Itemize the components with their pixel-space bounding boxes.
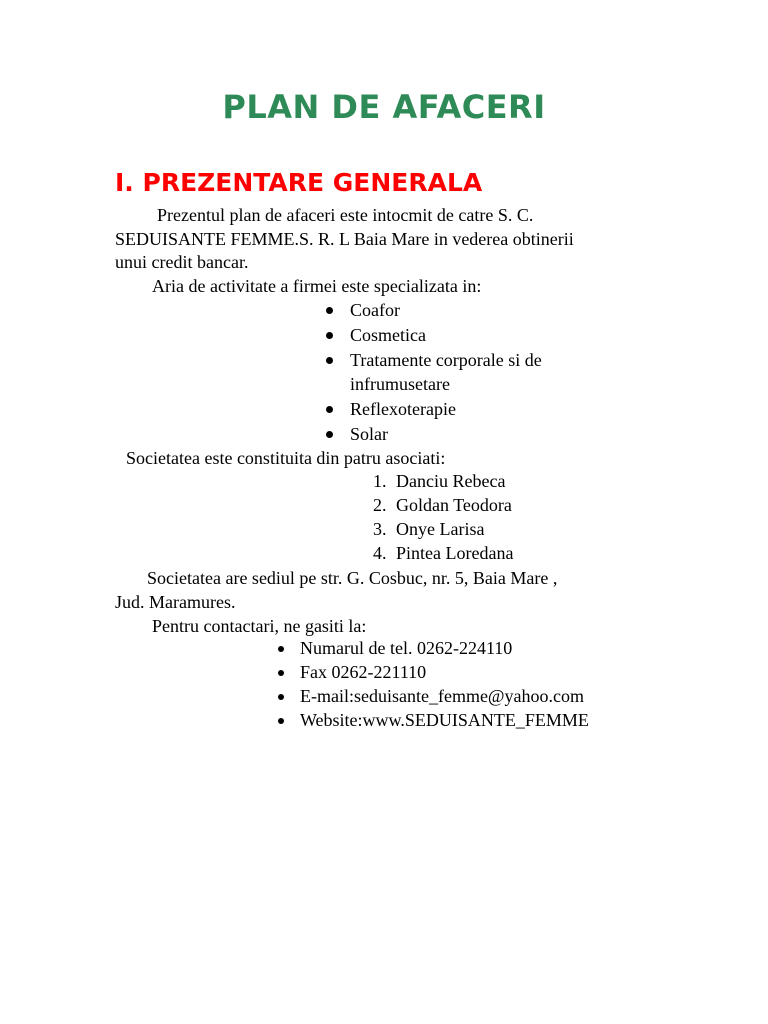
associate-name: Pintea Loredana [396, 543, 514, 563]
list-item [320, 323, 610, 347]
list-item [370, 517, 513, 541]
list-item [270, 660, 589, 684]
list-number: 4. [373, 543, 387, 563]
associates-list [370, 469, 513, 565]
bullet-icon [278, 718, 284, 724]
section-heading: I. PREZENTARE GENERALA [115, 168, 483, 197]
activity-label: Solar [350, 424, 388, 444]
contact-email: E-mail:seduisante_femme@yahoo.com [300, 686, 584, 706]
bullet-icon [326, 357, 333, 364]
contact-website: Website:www.SEDUISANTE_FEMME [300, 710, 589, 730]
bullet-icon [326, 406, 333, 413]
contact-phone: Numarul de tel. 0262-224110 [300, 638, 513, 658]
bullet-icon [326, 431, 333, 438]
activity-label: Tratamente corporale si de [350, 350, 542, 370]
bullet-icon [278, 670, 284, 676]
bullet-icon [278, 646, 284, 652]
associate-name: Danciu Rebeca [396, 471, 506, 491]
list-item [370, 493, 513, 517]
intro-line-1: Prezentul plan de afaceri este intocmit de catre S. C. [157, 205, 534, 225]
list-item [270, 636, 589, 660]
list-number: 1. [373, 471, 387, 491]
contacts-list [270, 636, 589, 732]
list-item [320, 298, 610, 322]
list-item [320, 422, 610, 446]
bullet-icon [326, 307, 333, 314]
activities-list [320, 298, 610, 447]
list-item [270, 708, 589, 732]
associate-name: Goldan Teodora [396, 495, 512, 515]
list-item [270, 684, 589, 708]
list-number: 2. [373, 495, 387, 515]
list-item [370, 469, 513, 493]
activity-label: Coafor [350, 300, 400, 320]
activity-label: Reflexoterapie [350, 399, 456, 419]
contact-fax: Fax 0262-221110 [300, 662, 427, 682]
headquarters-line-2: Jud. Maramures. [115, 592, 236, 612]
bullet-icon [278, 694, 284, 700]
intro-line-2: SEDUISANTE FEMME.S. R. L Baia Mare in vederea obtinerii [115, 229, 574, 249]
list-item [320, 397, 610, 421]
bullet-icon [326, 332, 333, 339]
list-number: 3. [373, 519, 387, 539]
associates-intro: Societatea este constituita din patru asociati: [126, 448, 446, 468]
activity-label-continued: infrumusetare [350, 374, 450, 394]
list-item [320, 348, 610, 396]
contact-intro: Pentru contactari, ne gasiti la: [152, 616, 367, 636]
list-item [370, 541, 513, 565]
intro-line-3: unui credit bancar. [115, 252, 249, 272]
document-title: PLAN DE AFACERI [222, 88, 546, 126]
activity-intro: Aria de activitate a firmei este specializata in: [152, 276, 482, 296]
activity-label: Cosmetica [350, 325, 426, 345]
associate-name: Onye Larisa [396, 519, 485, 539]
headquarters-line-1: Societatea are sediul pe str. G. Cosbuc, nr. 5, Baia Mare , [147, 568, 558, 588]
